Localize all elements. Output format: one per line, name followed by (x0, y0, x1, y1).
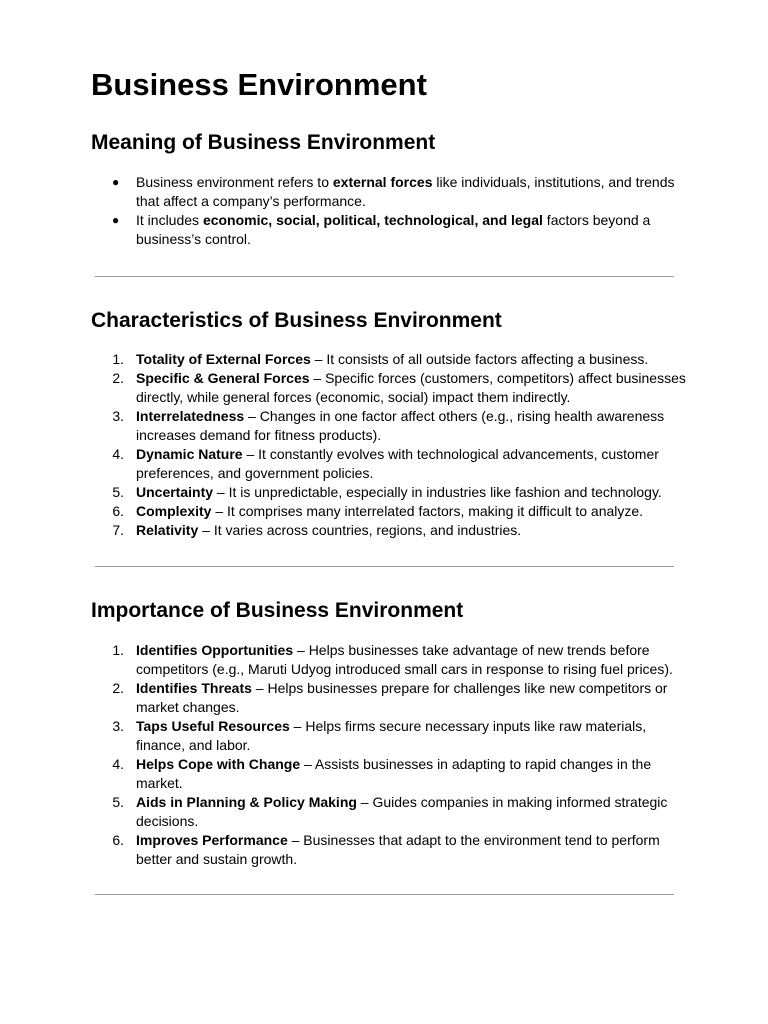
item-description: – Helps firms secure necessary inputs like raw materials, finance, and labor. (136, 718, 647, 753)
item-term: Relativity (136, 522, 199, 538)
list-item: 7. Relativity – It varies across countries, regions, and industries. (112, 522, 522, 538)
importance-list (91, 641, 691, 869)
item-term: Helps Cope with Change (136, 756, 301, 772)
item-term: Taps Useful Resources (136, 718, 290, 734)
item-description: – Guides companies in making informed strategic decisions. (136, 794, 668, 829)
item-term: Identifies Threats (136, 680, 252, 696)
meaning-heading: Meaning of Business Environment (91, 131, 436, 154)
characteristics-list (91, 350, 691, 540)
characteristics-heading: Characteristics of Business Environment (91, 309, 502, 332)
section-divider (95, 566, 674, 567)
importance-heading: Importance of Business Environment (91, 599, 464, 622)
item-term: Interrelatedness (136, 408, 245, 424)
list-item: 1. Totality of External Forces – It consists of all outside factors affecting a business. (112, 351, 649, 367)
item-term: Specific & General Forces (136, 370, 310, 386)
list-item: 5. Aids in Planning & Policy Making – Guides companies in making informed strategic decisions. (112, 794, 668, 829)
item-text: Business environment refers to external forces like individuals, institutions, and trends that affect a company’s performance. (136, 174, 675, 209)
item-description: – It constantly evolves with technological advancements, customer preferences, and government policies. (136, 446, 659, 481)
list-item: 2. Specific & General Forces – Specific forces (customers, competitors) affect businesses directly, while general forces (economic, social) impact them indirectly. (112, 370, 686, 405)
item-term: Identifies Opportunities (136, 642, 294, 658)
item-term: Totality of External Forces (136, 351, 311, 367)
item-description: – It consists of all outside factors affecting a business. (310, 351, 649, 367)
item-description: – Specific forces (customers, competitors) affect businesses directly, while general forces (economic, social) impact them indirectly. (136, 370, 686, 405)
list-item (91, 173, 691, 211)
item-text: It includes economic, social, political, technological, and legal factors beyond a business’s control. (136, 212, 651, 247)
list-item (91, 211, 691, 249)
item-description: – Assists businesses in adapting to rapid changes in the market. (136, 756, 652, 791)
item-description: – Helps businesses prepare for challenges like new competitors or market changes. (136, 680, 668, 715)
item-term: Complexity (136, 503, 212, 519)
item-description: – Changes in one factor affect others (e.g., rising health awareness increases demand for fitness products). (136, 408, 665, 443)
item-term: Uncertainty (136, 484, 214, 500)
item-description: – It is unpredictable, especially in industries like fashion and technology. (213, 484, 662, 500)
bullet-icon: ● (112, 213, 120, 227)
list-item: 6. Complexity – It comprises many interrelated factors, making it difficult to analyze. (112, 503, 644, 519)
meaning-bullet-list (91, 173, 691, 249)
list-item: 2. Identifies Threats – Helps businesses prepare for challenges like new competitors or market changes. (112, 680, 668, 715)
list-item: 5. Uncertainty – It is unpredictable, especially in industries like fashion and technology. (112, 484, 662, 500)
page-title: Business Environment (91, 67, 427, 102)
item-term: Dynamic Nature (136, 446, 243, 462)
bullet-icon: ● (112, 175, 120, 189)
list-item: 4. Dynamic Nature – It constantly evolves with technological advancements, customer preferences, and government policies. (112, 446, 659, 481)
list-item: 6. Improves Performance – Businesses that adapt to the environment tend to perform better and sustain growth. (112, 832, 660, 867)
item-description: – It varies across countries, regions, and industries. (198, 522, 522, 538)
item-description: – Helps businesses take advantage of new trends before competitors (e.g., Maruti Udyog introduced small cars in response to rising fuel prices). (136, 642, 673, 677)
list-item: 4. Helps Cope with Change – Assists businesses in adapting to rapid changes in the market. (112, 756, 652, 791)
item-description: – Businesses that adapt to the environment tend to perform better and sustain growth. (136, 832, 660, 867)
item-term: Improves Performance (136, 832, 288, 848)
list-item: 3. Taps Useful Resources – Helps firms secure necessary inputs like raw materials, finance, and labor. (112, 718, 647, 753)
item-term: Aids in Planning & Policy Making (136, 794, 357, 810)
section-divider (95, 276, 674, 277)
list-item: 3. Interrelatedness – Changes in one factor affect others (e.g., rising health awareness increases demand for fitness products). (112, 408, 665, 443)
item-description: – It comprises many interrelated factors, making it difficult to analyze. (211, 503, 644, 519)
section-divider (95, 894, 674, 895)
list-item: 1. Identifies Opportunities – Helps businesses take advantage of new trends before competitors (e.g., Maruti Udyog introduced small cars in response to rising fuel prices). (112, 642, 673, 677)
